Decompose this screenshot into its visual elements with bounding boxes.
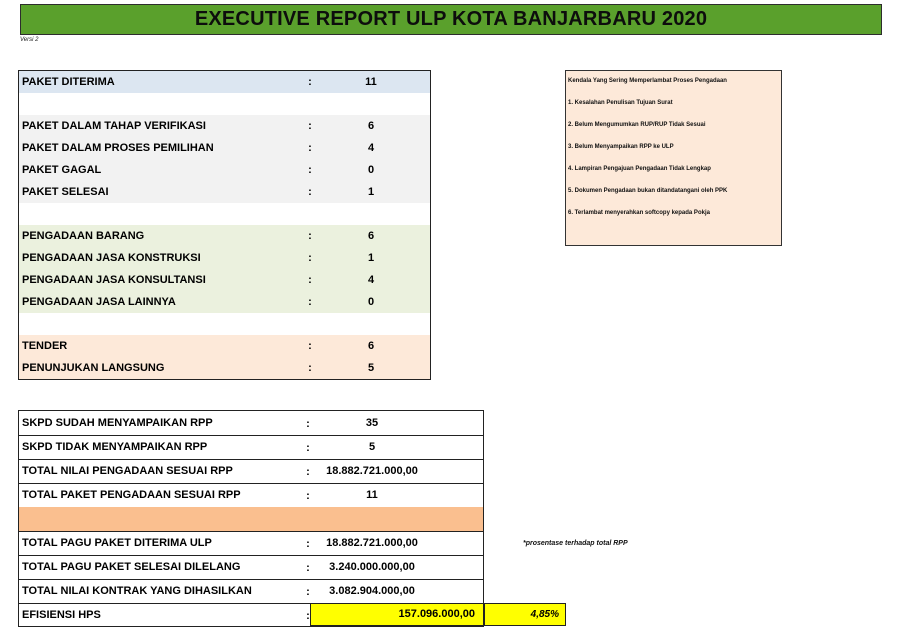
row-separator: : <box>306 562 310 575</box>
kendala-item: 4. Lampiran Pengajuan Pengadaan Tidak Lengkap <box>568 166 711 172</box>
row-label: PAKET SELESAI <box>22 186 109 198</box>
row-value: 5 <box>368 441 376 453</box>
row-label: SKPD SUDAH MENYAMPAIKAN RPP <box>22 417 213 429</box>
row-label: PAKET GAGAL <box>22 164 102 176</box>
row-label: PAKET DITERIMA <box>22 76 115 88</box>
row-value: 0 <box>367 296 375 308</box>
spacer-row <box>19 507 483 532</box>
row-label: TOTAL NILAI KONTRAK YANG DIHASILKAN <box>22 585 252 597</box>
row-separator: : <box>308 230 312 242</box>
row-separator: : <box>306 466 310 479</box>
spacer-row <box>19 313 430 336</box>
efisiensi-percent: 4,85% <box>530 609 559 620</box>
percentage-note: *prosentase terhadap total RPP <box>523 540 628 547</box>
report-title-bar <box>20 4 882 35</box>
row-separator: : <box>306 609 310 622</box>
row-konstruksi <box>19 247 430 270</box>
row-value: 18.882.721.000,00 <box>326 537 418 549</box>
spacer-row <box>19 203 430 226</box>
package-summary-table <box>18 70 431 380</box>
row-penunjukan <box>19 357 430 379</box>
kendala-title: Kendala Yang Sering Memperlambat Proses Pengadaan <box>568 78 727 84</box>
row-gagal <box>19 159 430 182</box>
row-verifikasi <box>19 115 430 138</box>
row-value: 35 <box>365 417 379 429</box>
row-separator: : <box>306 442 310 455</box>
row-pemilihan <box>19 137 430 160</box>
row-separator: : <box>308 362 312 374</box>
row-label: PENGADAAN BARANG <box>22 230 145 242</box>
row-value: 3.240.000.000,00 <box>329 561 415 573</box>
row-label: PENUNJUKAN LANGSUNG <box>22 362 165 374</box>
row-separator: : <box>306 538 310 551</box>
version-label: Versi 2 <box>20 37 39 43</box>
row-label: EFISIENSI HPS <box>22 608 101 621</box>
row-value: 0 <box>367 164 375 176</box>
efisiensi-value-cell <box>310 603 484 626</box>
row-label: TOTAL PAGU PAKET DITERIMA ULP <box>22 537 212 549</box>
row-separator: : <box>308 164 312 176</box>
row-value: 6 <box>367 230 375 242</box>
row-separator: : <box>306 490 310 503</box>
row-separator: : <box>308 252 312 264</box>
row-pagu-diterima <box>19 531 483 556</box>
row-value: 3.082.904.000,00 <box>329 585 415 597</box>
row-label: TENDER <box>22 340 68 352</box>
row-value: 4 <box>367 274 375 286</box>
efisiensi-value: 157.096.000,00 <box>398 608 475 620</box>
row-separator: : <box>308 274 312 286</box>
row-separator: : <box>308 340 312 352</box>
row-value: 6 <box>367 340 375 352</box>
row-pagu-selesai <box>19 555 483 580</box>
row-label: SKPD TIDAK MENYAMPAIKAN RPP <box>22 441 208 453</box>
row-value: 4 <box>367 142 375 154</box>
row-barang <box>19 225 430 248</box>
row-label: TOTAL NILAI PENGADAAN SESUAI RPP <box>22 465 233 477</box>
row-label: PENGADAAN JASA LAINNYA <box>22 296 176 308</box>
row-separator: : <box>308 296 312 308</box>
row-separator: : <box>306 418 310 431</box>
efisiensi-percent-cell <box>484 603 566 626</box>
row-lainnya <box>19 291 430 314</box>
row-paket-diterima <box>19 71 430 94</box>
rpp-summary-table <box>18 410 484 627</box>
row-selesai <box>19 181 430 204</box>
row-label: TOTAL PAKET PENGADAAN SESUAI RPP <box>22 489 241 501</box>
row-total-paket-rpp <box>19 483 483 508</box>
row-label: PENGADAAN JASA KONSULTANSI <box>22 274 206 286</box>
row-separator: : <box>308 142 312 154</box>
row-label: PAKET DALAM TAHAP VERIFIKASI <box>22 120 206 132</box>
row-label: TOTAL PAGU PAKET SELESAI DILELANG <box>22 561 241 573</box>
row-separator: : <box>308 186 312 198</box>
row-skpd-sudah <box>19 411 483 436</box>
row-value: 11 <box>365 76 377 88</box>
row-value: 1 <box>367 186 375 198</box>
row-value: 6 <box>367 120 375 132</box>
kendala-item: 3. Belum Menyampaikan RPP ke ULP <box>568 144 674 150</box>
row-label: PAKET DALAM PROSES PEMILIHAN <box>22 142 214 154</box>
kendala-item: 2. Belum Mengumumkan RUP/RUP Tidak Sesuai <box>568 122 706 128</box>
row-value: 18.882.721.000,00 <box>326 465 418 477</box>
row-tender <box>19 335 430 358</box>
kendala-item: 5. Dokumen Pengadaan bukan ditandatangani oleh PPK <box>568 188 728 194</box>
kendala-item: 1. Kesalahan Penulisan Tujuan Surat <box>568 100 673 106</box>
kendala-item: 6. Terlambat menyerahkan softcopy kepada Pokja <box>568 210 710 216</box>
row-separator: : <box>308 76 312 88</box>
row-value: 5 <box>367 362 375 374</box>
row-value: 11 <box>366 489 378 501</box>
row-value: 1 <box>367 252 375 264</box>
spacer-row <box>19 93 430 116</box>
row-label: PENGADAAN JASA KONSTRUKSI <box>22 252 201 264</box>
row-separator: : <box>306 586 310 599</box>
row-total-nilai-rpp <box>19 459 483 484</box>
row-skpd-tidak <box>19 435 483 460</box>
report-title: EXECUTIVE REPORT ULP KOTA BANJARBARU 2020 <box>194 8 708 30</box>
row-konsultansi <box>19 269 430 292</box>
row-nilai-kontrak <box>19 579 483 604</box>
row-separator: : <box>308 120 312 132</box>
kendala-box <box>565 70 782 246</box>
